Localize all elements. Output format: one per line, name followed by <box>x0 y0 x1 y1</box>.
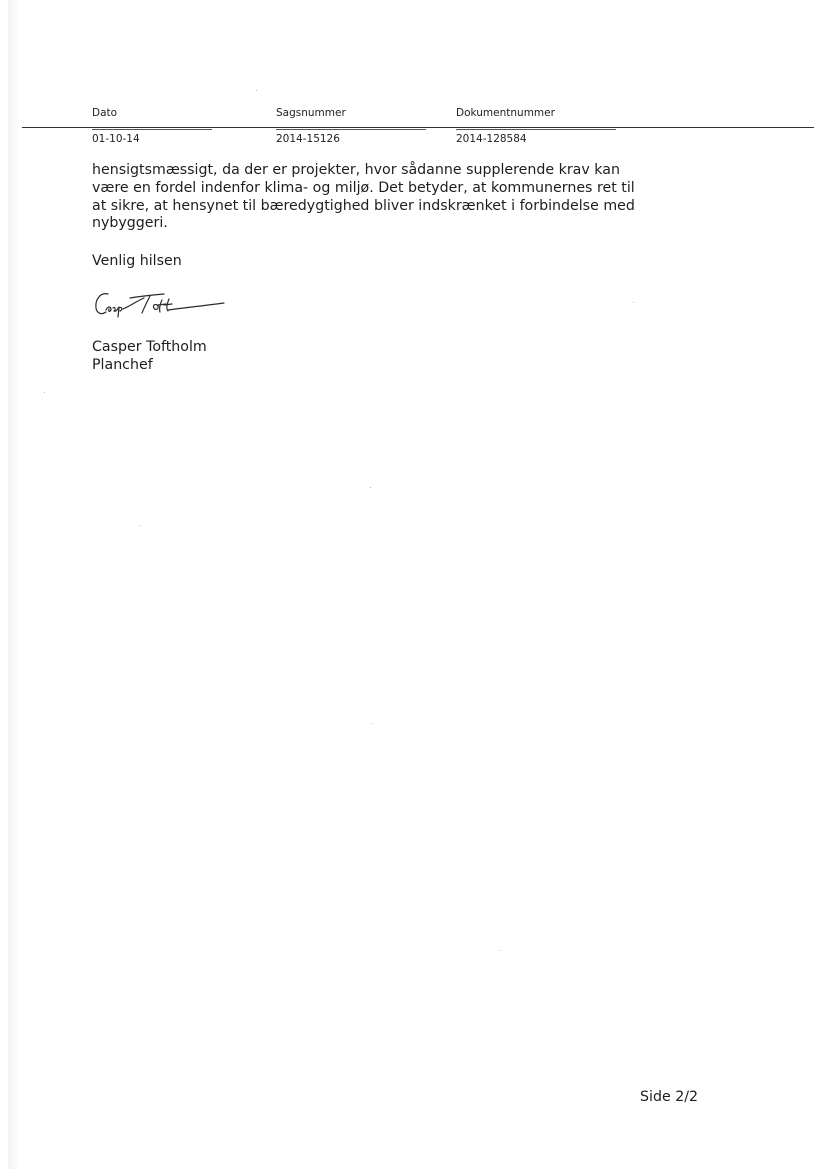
body-line: være en fordel indenfor klima- og miljø. Det betyder, at kommunernes ret til <box>92 179 635 196</box>
closing-salutation: Venlig hilsen <box>92 253 182 269</box>
scan-speck <box>44 392 45 393</box>
case-number-underline <box>276 129 426 130</box>
date-label: Dato <box>92 107 118 119</box>
scan-speck <box>372 723 373 724</box>
document-number-value: 2014-128584 <box>456 133 527 145</box>
scan-speck <box>140 525 141 526</box>
signer-title: Planchef <box>92 357 153 373</box>
body-line: at sikre, at hensynet til bæredygtighed bliver indskrænket i forbindelse med <box>92 197 635 214</box>
body-line: nybyggeri. <box>92 215 168 232</box>
document-number-underline <box>456 129 616 130</box>
scan-edge-shadow <box>8 0 20 1169</box>
date-value: 01-10-14 <box>92 133 140 145</box>
scan-speck <box>256 90 257 91</box>
signer-name: Casper Toftholm <box>92 339 207 355</box>
scan-speck <box>633 302 634 303</box>
case-number-label: Sagsnummer <box>276 107 346 119</box>
body-paragraph <box>92 162 652 233</box>
date-underline <box>92 129 212 130</box>
page-number: Side 2/2 <box>640 1089 699 1105</box>
header-divider <box>22 127 814 128</box>
handwritten-signature <box>92 286 232 324</box>
scan-speck <box>500 950 501 951</box>
body-line: hensigtsmæssigt, da der er projekter, hvor sådanne supplerende krav kan <box>92 162 620 178</box>
scan-speck <box>370 487 371 488</box>
case-number-value: 2014-15126 <box>276 133 340 145</box>
document-number-label: Dokumentnummer <box>456 107 555 119</box>
